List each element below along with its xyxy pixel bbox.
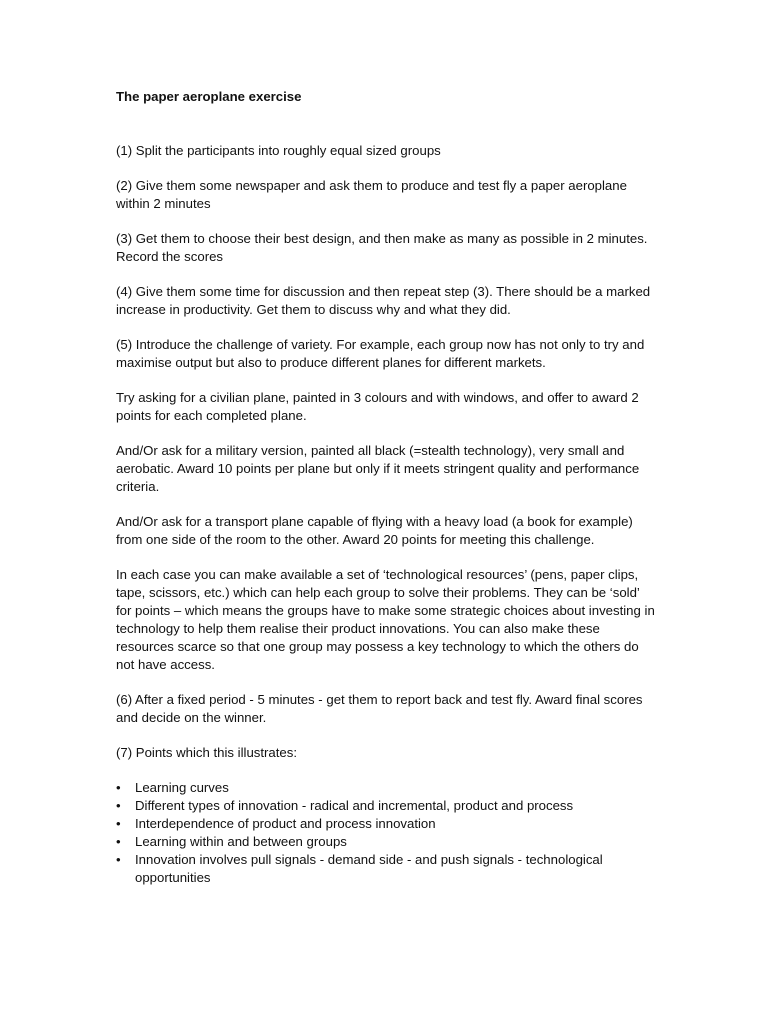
step-1-paragraph: (1) Split the participants into roughly equal sized groups [116, 143, 441, 158]
technological-resources-paragraph: In each case you can make available a set of ‘technological resources’ (pens, paper clips, tape, scissors, etc.) which can help each group to solve their problems. They can be ‘sold’ for points – which means the groups have to make some strategic choices about investing in technology to help them realise their product innovations. You can also make these resources scarce so that one group may possess a key technology to which the others do not have access. [116, 567, 655, 672]
list-item-text: Learning curves [135, 780, 229, 795]
transport-plane-paragraph: And/Or ask for a transport plane capable of flying with a heavy load (a book for example) from one side of the room to the other. Award 20 points for meeting this challenge. [116, 514, 633, 547]
list-item-text: Interdependence of product and process innovation [135, 816, 436, 831]
document-page [116, 88, 656, 887]
list-item-text: Different types of innovation - radical and incremental, product and process [135, 798, 574, 813]
bullet-icon: • [116, 852, 121, 867]
bullet-icon: • [116, 798, 121, 813]
list-item-text: Innovation involves pull signals - demand side - and push signals - technological opportunities [135, 852, 603, 885]
step-3-paragraph: (3) Get them to choose their best design, and then make as many as possible in 2 minutes. Record the scores [116, 231, 648, 264]
bullet-icon: • [116, 816, 121, 831]
military-plane-paragraph: And/Or ask for a military version, painted all black (=stealth technology), very small and aerobatic. Award 10 points per plane but only if it meets stringent quality and performance criteria. [116, 443, 640, 494]
bullet-icon: • [116, 780, 121, 795]
step-6-paragraph: (6) After a fixed period - 5 minutes - get them to report back and test fly. Award final scores and decide on the winner. [116, 692, 643, 725]
list-item [116, 797, 656, 815]
civilian-plane-paragraph: Try asking for a civilian plane, painted in 3 colours and with windows, and offer to award 2 points for each completed plane. [116, 390, 639, 423]
bullet-icon: • [116, 834, 121, 849]
step-2-paragraph: (2) Give them some newspaper and ask them to produce and test fly a paper aeroplane within 2 minutes [116, 178, 627, 211]
step-4-paragraph: (4) Give them some time for discussion and then repeat step (3). There should be a marked increase in productivity. Get them to discuss why and what they did. [116, 284, 651, 317]
step-7-paragraph: (7) Points which this illustrates: [116, 745, 298, 760]
step-5-paragraph: (5) Introduce the challenge of variety. For example, each group now has not only to try and maximise output but also to produce different planes for different markets. [116, 337, 645, 370]
list-item-text: Learning within and between groups [135, 834, 347, 849]
points-list [116, 779, 656, 887]
document-title: The paper aeroplane exercise [116, 89, 302, 104]
list-item [116, 815, 656, 833]
list-item [116, 851, 656, 887]
list-item [116, 833, 656, 851]
list-item [116, 779, 656, 797]
